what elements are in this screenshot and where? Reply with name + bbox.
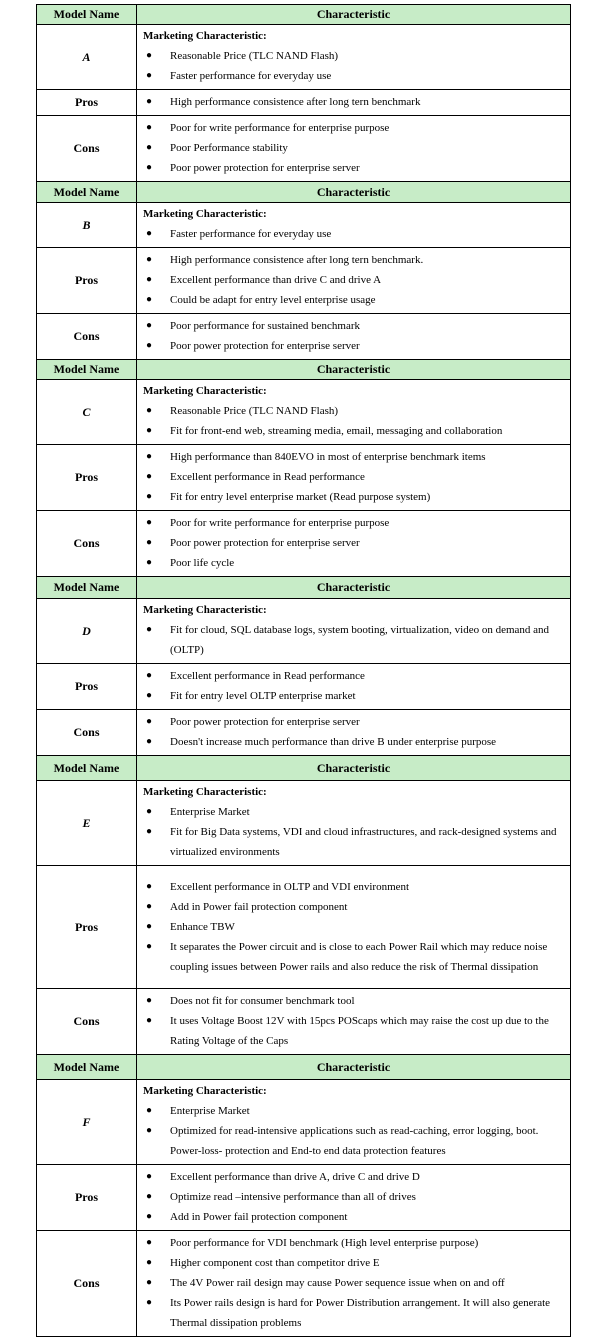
header-row — [37, 5, 571, 25]
bullet-icon: ● — [146, 70, 153, 81]
cons-cell — [137, 314, 571, 360]
bullet-text: Poor power protection for enterprise server — [170, 716, 360, 728]
header-model-name: Model Name — [37, 1055, 137, 1080]
bullet-text: Enhance TBW — [170, 920, 235, 933]
bullet-item — [143, 421, 564, 441]
bullet-icon: ● — [146, 1015, 153, 1026]
model-name-cell: F — [37, 1080, 137, 1165]
bullet-icon: ● — [146, 96, 153, 107]
header-model-name: Model Name — [37, 756, 137, 781]
bullet-icon: ● — [146, 142, 153, 153]
cons-row — [37, 710, 571, 756]
bullet-icon: ● — [146, 517, 153, 528]
pros-label: Pros — [37, 248, 137, 314]
bullet-icon: ● — [146, 716, 153, 727]
bullet-item — [143, 937, 564, 977]
bullet-item — [143, 513, 564, 533]
bullet-text: Fit for entry level OLTP enterprise market — [170, 690, 356, 702]
bullet-icon: ● — [146, 1297, 153, 1308]
bullet-item — [143, 553, 564, 573]
pros-label: Pros — [37, 445, 137, 511]
bullet-text: Add in Power fail protection component — [170, 1211, 348, 1223]
bullet-item — [143, 290, 564, 310]
bullet-item — [143, 250, 564, 270]
model-name-cell: E — [37, 781, 137, 866]
bullet-icon: ● — [146, 624, 153, 635]
header-characteristic: Characteristic — [137, 1055, 571, 1080]
marketing-label: Marketing Characteristic: — [143, 1085, 267, 1097]
marketing-row — [37, 599, 571, 664]
header-characteristic: Characteristic — [137, 577, 571, 599]
bullet-icon: ● — [146, 320, 153, 331]
cons-label: Cons — [37, 1231, 137, 1337]
bullet-item — [143, 1207, 564, 1227]
bullet-icon: ● — [146, 405, 153, 416]
bullet-text: It separates the Power circuit and is close to each Power Rail which may reduce noise coupling issues between Power rails and also reduce the risk of Thermal dissipation — [170, 940, 548, 973]
cons-cell — [137, 116, 571, 182]
bullet-text: The 4V Power rail design may cause Power sequence issue when on and off — [170, 1277, 505, 1289]
header-characteristic: Characteristic — [137, 5, 571, 25]
bullet-text: Excellent performance than drive C and drive A — [170, 274, 382, 286]
bullet-item — [143, 686, 564, 706]
bullet-icon: ● — [146, 1211, 153, 1222]
bullet-icon: ● — [146, 1171, 153, 1182]
pros-label: Pros — [37, 1165, 137, 1231]
cons-label: Cons — [37, 511, 137, 577]
bullet-text: Optimized for read-intensive applications such as read-caching, error logging, boot. Power-loss- protection and End-to end data protection features — [170, 1125, 539, 1157]
marketing-label: Marketing Characteristic: — [143, 208, 267, 220]
bullet-item — [143, 158, 564, 178]
bullet-text: Optimize read –intensive performance than all of drives — [170, 1191, 416, 1203]
bullet-icon: ● — [146, 1237, 153, 1248]
cons-label: Cons — [37, 116, 137, 182]
header-row — [37, 182, 571, 203]
bullet-text: Reasonable Price (TLC NAND Flash) — [170, 405, 339, 417]
bullet-item — [143, 138, 564, 158]
bullet-text: Poor for write performance for enterprise purpose — [170, 122, 390, 134]
bullet-icon: ● — [146, 294, 153, 305]
bullet-text: Poor power protection for enterprise server — [170, 340, 360, 352]
bullet-text: Enterprise Market — [170, 806, 250, 818]
header-row — [37, 360, 571, 380]
marketing-cell — [137, 203, 571, 248]
bullet-icon: ● — [146, 736, 153, 747]
bullet-text: Poor Performance stability — [170, 142, 288, 154]
cons-row — [37, 314, 571, 360]
bullet-text: Fit for Big Data systems, VDI and cloud infrastructures, and rack-designed systems and virtualized environments — [170, 826, 557, 858]
bullet-text: Its Power rails design is hard for Power Distribution arrangement. It will also generate Thermal dissipation problems — [170, 1297, 551, 1329]
bullet-text: Excellent performance than drive A, drive C and drive D — [170, 1171, 420, 1183]
bullet-item — [143, 1011, 564, 1051]
bullet-text: Poor for write performance for enterprise purpose — [170, 517, 390, 529]
pros-row — [37, 445, 571, 511]
bullet-item — [143, 447, 564, 467]
cons-cell — [137, 989, 571, 1055]
bullet-item — [143, 92, 564, 112]
marketing-cell — [137, 599, 571, 664]
bullet-text: Excellent performance in Read performance — [170, 670, 365, 682]
bullet-item — [143, 336, 564, 356]
pros-row — [37, 664, 571, 710]
bullet-text: High performance than 840EVO in most of enterprise benchmark items — [170, 451, 486, 463]
marketing-label: Marketing Characteristic: — [143, 385, 267, 397]
pros-cell — [137, 866, 571, 989]
header-model-name: Model Name — [37, 5, 137, 25]
bullet-text: Poor power protection for enterprise server — [170, 537, 360, 549]
bullet-icon: ● — [146, 995, 153, 1006]
bullet-item — [143, 487, 564, 507]
cons-cell — [137, 710, 571, 756]
header-characteristic: Characteristic — [137, 360, 571, 380]
pros-row — [37, 90, 571, 116]
bullet-item — [143, 1273, 564, 1293]
bullet-text: Fit for entry level enterprise market (Read purpose system) — [170, 491, 431, 503]
cons-label: Cons — [37, 710, 137, 756]
marketing-cell — [137, 1080, 571, 1165]
marketing-cell — [137, 25, 571, 90]
marketing-row — [37, 203, 571, 248]
model-name-cell: A — [37, 25, 137, 90]
pros-row — [37, 866, 571, 989]
bullet-item — [143, 66, 564, 86]
bullet-icon: ● — [146, 1125, 153, 1136]
cons-row — [37, 116, 571, 182]
bullet-icon: ● — [146, 900, 153, 912]
bullet-text: Add in Power fail protection component — [170, 900, 348, 913]
bullet-icon: ● — [146, 690, 153, 701]
bullet-icon: ● — [146, 1257, 153, 1268]
bullet-icon: ● — [146, 451, 153, 462]
bullet-text: Higher component cost than competitor drive E — [170, 1257, 380, 1269]
bullet-item — [143, 712, 564, 732]
model-name-cell: B — [37, 203, 137, 248]
bullet-icon: ● — [146, 50, 153, 61]
marketing-cell — [137, 380, 571, 445]
pros-label: Pros — [37, 866, 137, 989]
ssd-comparison-table — [36, 4, 571, 1337]
bullet-icon: ● — [146, 340, 153, 351]
cons-label: Cons — [37, 989, 137, 1055]
bullet-item — [143, 802, 564, 822]
pros-row — [37, 1165, 571, 1231]
cons-label: Cons — [37, 314, 137, 360]
marketing-label: Marketing Characteristic: — [143, 604, 267, 616]
header-model-name: Model Name — [37, 577, 137, 599]
bullet-item — [143, 897, 564, 917]
bullet-item — [143, 1233, 564, 1253]
cons-cell — [137, 511, 571, 577]
bullet-item — [143, 533, 564, 553]
bullet-item — [143, 1187, 564, 1207]
bullet-item — [143, 401, 564, 421]
header-row — [37, 1055, 571, 1080]
header-row — [37, 577, 571, 599]
bullet-item — [143, 822, 564, 862]
marketing-row — [37, 781, 571, 866]
cons-row — [37, 989, 571, 1055]
pros-cell — [137, 664, 571, 710]
bullet-item — [143, 46, 564, 66]
bullet-text: Poor life cycle — [170, 557, 235, 569]
bullet-item — [143, 1253, 564, 1273]
bullet-item — [143, 224, 564, 244]
bullet-text: Could be adapt for entry level enterprise usage — [170, 294, 376, 306]
header-row — [37, 756, 571, 781]
bullet-item — [143, 917, 564, 937]
marketing-cell — [137, 781, 571, 866]
pros-label: Pros — [37, 664, 137, 710]
bullet-item — [143, 666, 564, 686]
bullet-icon: ● — [146, 880, 153, 892]
pros-cell — [137, 248, 571, 314]
bullet-icon: ● — [146, 122, 153, 133]
bullet-text: Faster performance for everyday use — [170, 70, 332, 82]
bullet-text: Poor performance for sustained benchmark — [170, 320, 360, 332]
bullet-item — [143, 118, 564, 138]
bullet-item — [143, 316, 564, 336]
cons-cell — [137, 1231, 571, 1337]
bullet-item — [143, 1101, 564, 1121]
bullet-icon: ● — [146, 670, 153, 681]
bullet-text: High performance consistence after long tern benchmark. — [170, 254, 424, 266]
bullet-item — [143, 620, 564, 660]
bullet-icon: ● — [146, 940, 153, 952]
model-name-cell: C — [37, 380, 137, 445]
bullet-text: Faster performance for everyday use — [170, 228, 332, 240]
bullet-item — [143, 467, 564, 487]
bullet-item — [143, 1167, 564, 1187]
bullet-text: Fit for cloud, SQL database logs, system booting, virtualization, video on demand and (OLTP) — [170, 624, 550, 656]
bullet-icon: ● — [146, 425, 153, 436]
marketing-row — [37, 25, 571, 90]
bullet-text: Enterprise Market — [170, 1105, 250, 1117]
header-characteristic: Characteristic — [137, 182, 571, 203]
bullet-icon: ● — [146, 1191, 153, 1202]
pros-row — [37, 248, 571, 314]
bullet-icon: ● — [146, 1105, 153, 1116]
bullet-text: It uses Voltage Boost 12V with 15pcs POScaps which may raise the cost up due to the Rating Voltage of the Caps — [170, 1015, 549, 1047]
comparison-table-wrapper — [36, 4, 571, 1329]
header-model-name: Model Name — [37, 182, 137, 203]
header-model-name: Model Name — [37, 360, 137, 380]
marketing-label: Marketing Characteristic: — [143, 786, 267, 798]
bullet-text: Does not fit for consumer benchmark tool — [170, 995, 355, 1007]
pros-label: Pros — [37, 90, 137, 116]
bullet-item — [143, 1121, 564, 1161]
bullet-icon: ● — [146, 274, 153, 285]
bullet-icon: ● — [146, 491, 153, 502]
model-name-cell: D — [37, 599, 137, 664]
pros-cell — [137, 1165, 571, 1231]
bullet-item — [143, 877, 564, 897]
cons-row — [37, 511, 571, 577]
pros-cell — [137, 445, 571, 511]
bullet-item — [143, 732, 564, 752]
bullet-item — [143, 991, 564, 1011]
bullet-icon: ● — [146, 254, 153, 265]
bullet-icon: ● — [146, 537, 153, 548]
bullet-text: Fit for front-end web, streaming media, email, messaging and collaboration — [170, 425, 503, 437]
cons-row — [37, 1231, 571, 1337]
bullet-text: Reasonable Price (TLC NAND Flash) — [170, 50, 339, 62]
bullet-icon: ● — [146, 920, 153, 932]
bullet-icon: ● — [146, 162, 153, 173]
bullet-icon: ● — [146, 1277, 153, 1288]
bullet-icon: ● — [146, 557, 153, 568]
bullet-text: High performance consistence after long tern benchmark — [170, 96, 421, 108]
bullet-icon: ● — [146, 826, 153, 837]
bullet-icon: ● — [146, 228, 153, 239]
marketing-row — [37, 1080, 571, 1165]
bullet-text: Doesn't increase much performance than drive B under enterprise purpose — [170, 736, 497, 748]
bullet-text: Excellent performance in Read performance — [170, 471, 365, 483]
bullet-text: Poor power protection for enterprise server — [170, 162, 360, 174]
marketing-row — [37, 380, 571, 445]
bullet-text: Poor performance for VDI benchmark (High level enterprise purpose) — [170, 1237, 479, 1249]
bullet-item — [143, 270, 564, 290]
marketing-label: Marketing Characteristic: — [143, 30, 267, 42]
bullet-item — [143, 1293, 564, 1333]
bullet-text: Excellent performance in OLTP and VDI environment — [170, 880, 410, 893]
pros-cell — [137, 90, 571, 116]
bullet-icon: ● — [146, 806, 153, 817]
bullet-icon: ● — [146, 471, 153, 482]
header-characteristic: Characteristic — [137, 756, 571, 781]
